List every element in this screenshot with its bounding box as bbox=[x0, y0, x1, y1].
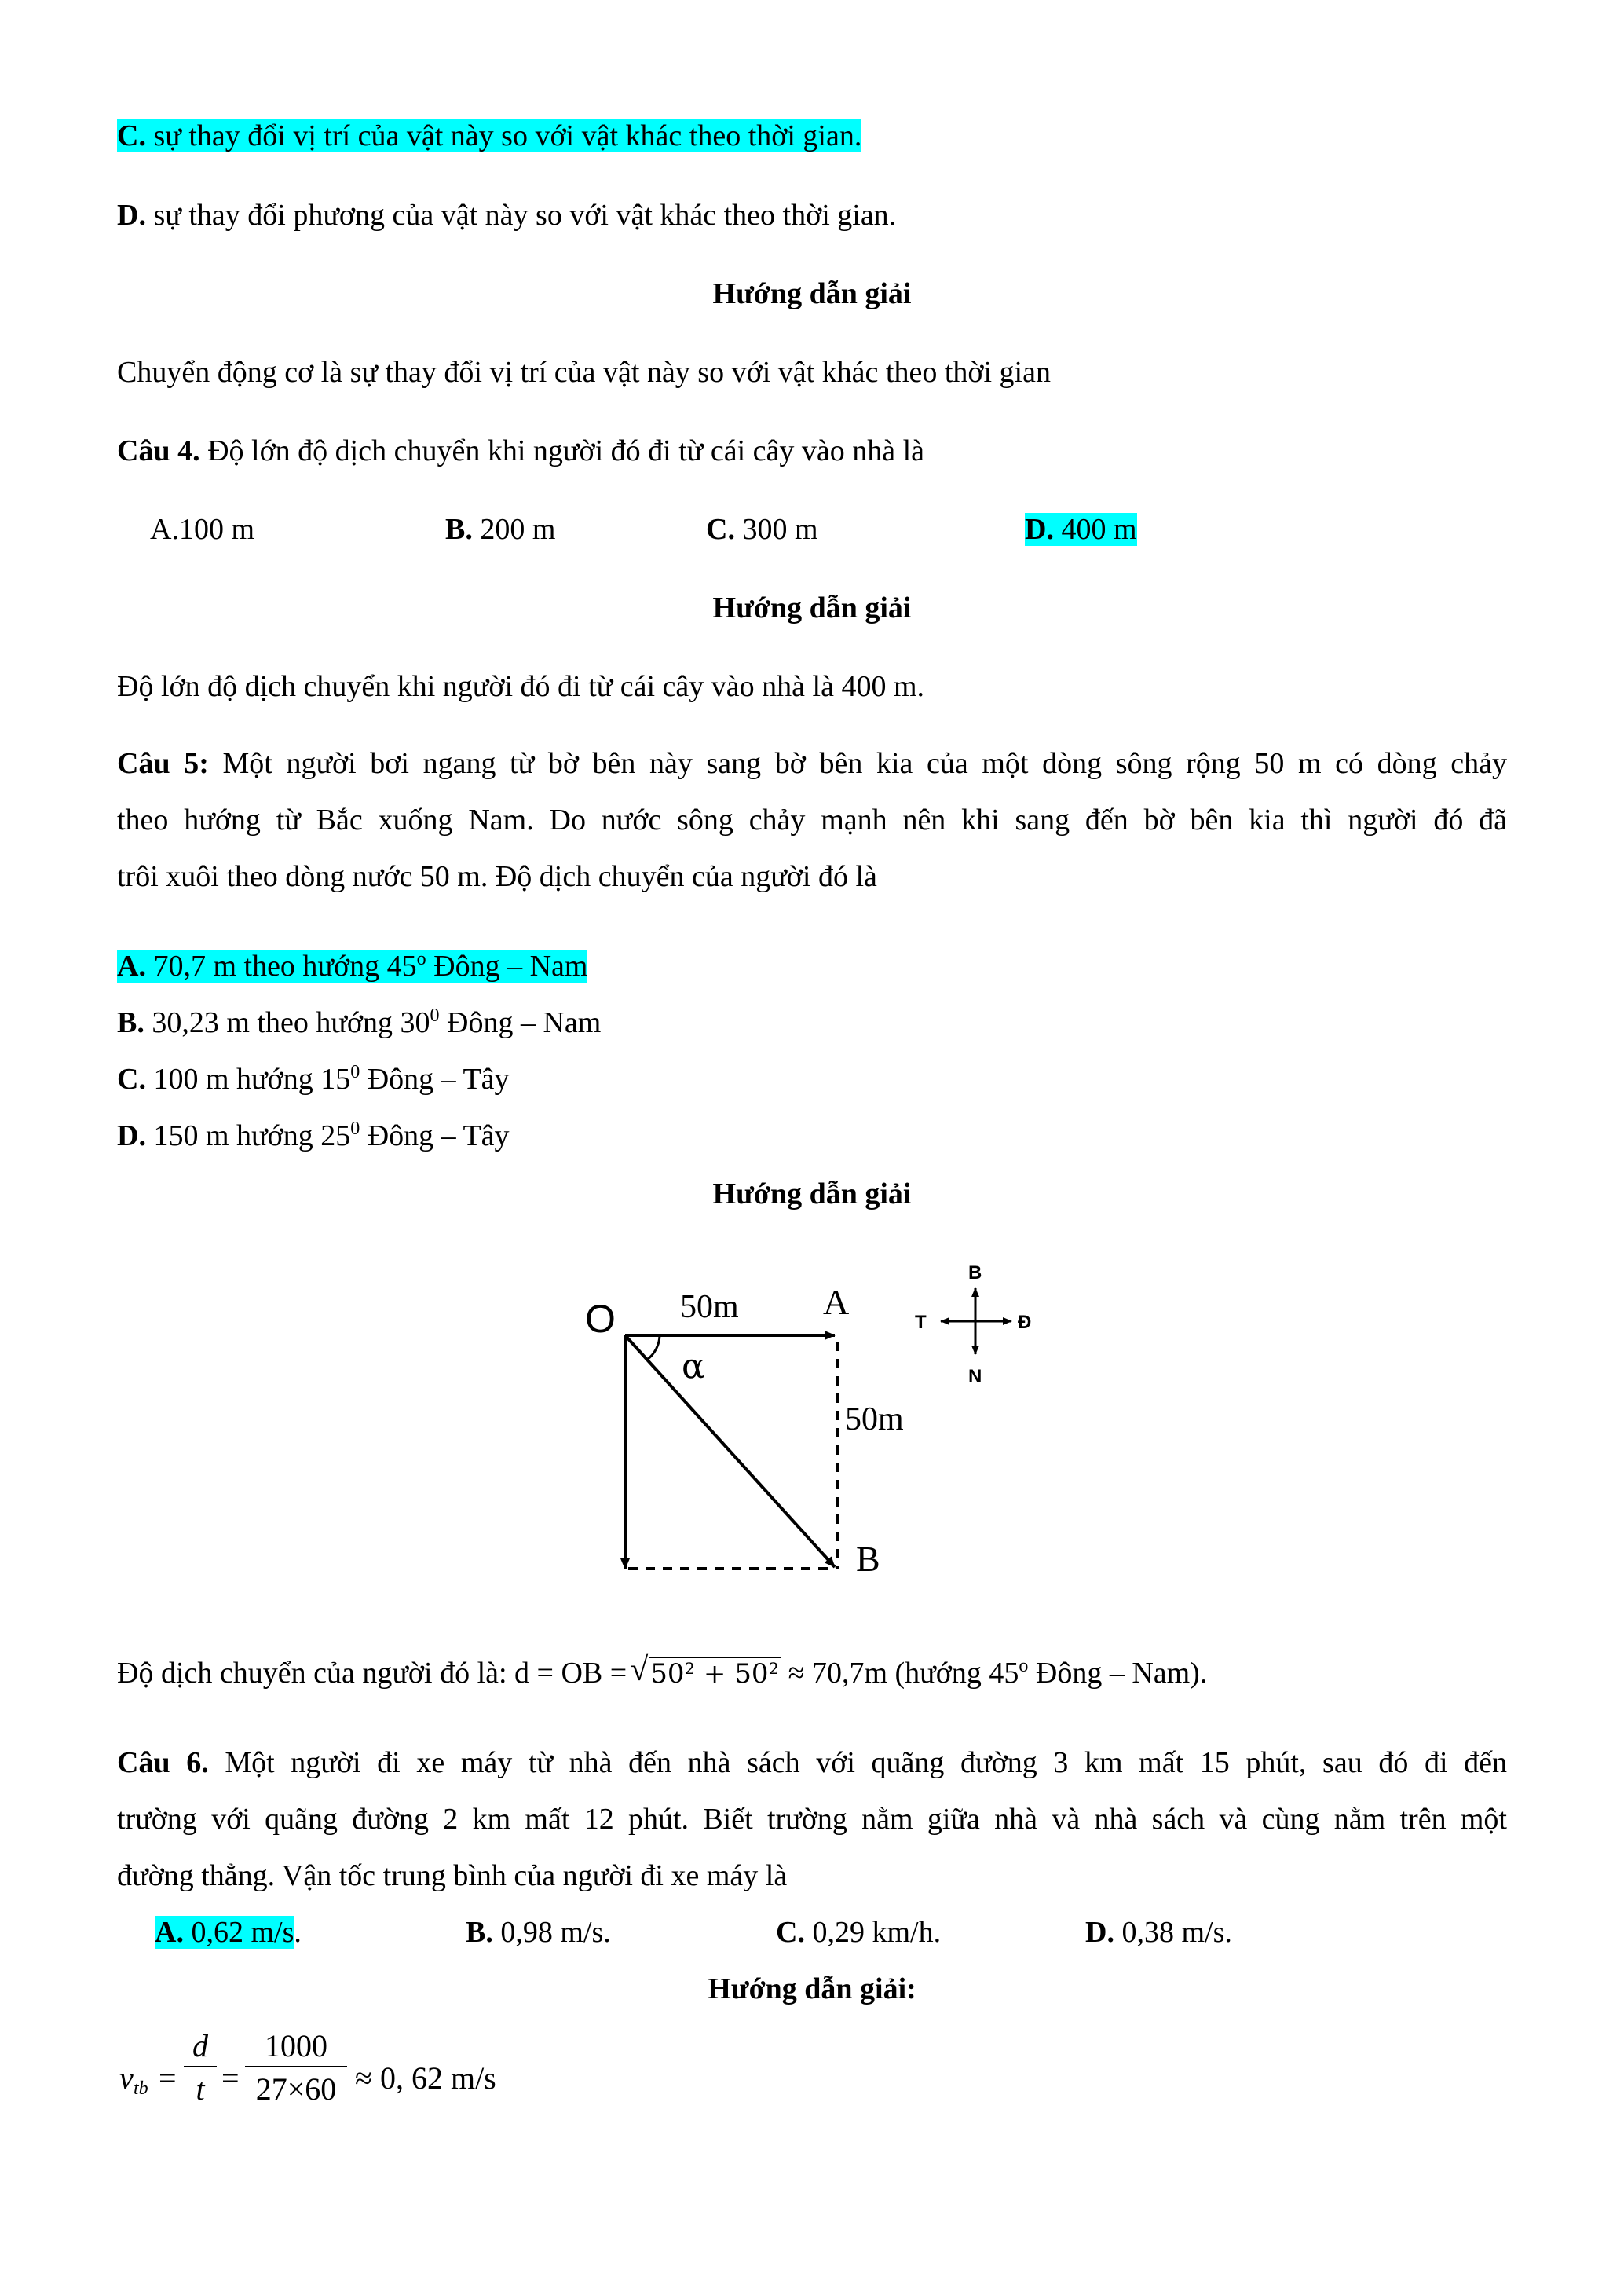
q3-guide-heading: Hướng dẫn giải bbox=[712, 277, 912, 310]
q5-option-b: B. 30,23 m theo hướng $30^0$ Đông – Nam bbox=[117, 1005, 602, 1039]
fraction-denominator-27x60: 27×60 bbox=[255, 2071, 337, 2107]
q6-question-line-2: trường với quãng đường 2 km mất 12 phút. Biết trường nằm giữa nhà và nhà sách và cùng nằm trên một bbox=[117, 1803, 1507, 1836]
average-velocity-formula bbox=[119, 2027, 528, 2129]
fraction-1000-over-27x60 bbox=[245, 2027, 347, 2111]
q6-option-c: C. 0,29 km/h. bbox=[776, 1916, 942, 1949]
angle-arc bbox=[647, 1335, 660, 1360]
q5-question-line-1: Câu 5: Một người bơi ngang từ bờ bên này sang bờ bên kia của một dòng sông rộng 50 m có dòng chảy bbox=[117, 747, 1508, 780]
compass-east-label: Đ bbox=[1018, 1312, 1032, 1333]
q6-question-line-1: Câu 6. Một người đi xe máy từ nhà đến nhà sách với quãng đường 3 km mất 15 phút, sau đó đi đến bbox=[117, 1746, 1507, 1779]
formula-equals-1: = bbox=[159, 2060, 177, 2096]
formula-result: ≈ 0, 62 m/s bbox=[355, 2060, 496, 2096]
sqrt-expression: √ 50² + 50² bbox=[630, 1652, 780, 1690]
q4-guide-heading: Hướng dẫn giải bbox=[712, 591, 912, 624]
q4-question: Câu 4. Độ lớn độ dịch chuyển khi người đó đi từ cái cây vào nhà là bbox=[117, 434, 925, 467]
fraction-d-over-t bbox=[184, 2027, 217, 2111]
oa-length-label: 50m bbox=[680, 1289, 739, 1325]
point-o-label: O bbox=[585, 1297, 616, 1341]
q3-option-d: D. sự thay đổi phương của vật này so với vật khác theo thời gian. bbox=[117, 199, 897, 232]
q6-option-d: D. 0,38 m/s. bbox=[1085, 1916, 1232, 1949]
q4-option-d-highlight: D. 400 m bbox=[1025, 513, 1137, 546]
fraction-denominator-t: t bbox=[196, 2071, 205, 2107]
q6-option-a: A. 0,62 m/s. bbox=[155, 1916, 302, 1949]
point-a-label: A bbox=[823, 1282, 850, 1322]
q5-option-c: C. 100 m hướng $15^0$ Đông – Tây bbox=[117, 1062, 510, 1096]
q4-option-c: C. 300 m bbox=[706, 513, 818, 546]
q5-guide-heading: Hướng dẫn giải bbox=[712, 1177, 912, 1210]
q6-option-b: B. 0,98 m/s. bbox=[466, 1916, 611, 1949]
q4-option-a: A.100 m bbox=[150, 513, 254, 546]
vector-ob bbox=[625, 1335, 835, 1567]
q6-option-a-highlight: A. 0,62 m/s bbox=[155, 1916, 294, 1949]
compass-west-label: T bbox=[915, 1312, 927, 1333]
fraction-numerator-d: d bbox=[192, 2028, 208, 2063]
q5-result: Độ dịch chuyển của người đó là: d = OB = √ 50² + 50² ≈ 70,7m (hướng 45$^o$ Đông – Nam). bbox=[117, 1653, 1207, 1694]
q5-question-line-3: trôi xuôi theo dòng nước 50 m. Độ dịch chuyển của người đó là bbox=[117, 860, 877, 893]
compass-south-label: N bbox=[968, 1366, 982, 1387]
fraction-numerator-1000: 1000 bbox=[265, 2028, 327, 2063]
compass-north-label: B bbox=[968, 1262, 982, 1283]
q4-option-b: B. 200 m bbox=[445, 513, 556, 546]
q3-answer: Chuyển động cơ là sự thay đổi vị trí của vật này so với vật khác theo thời gian bbox=[117, 356, 1051, 389]
q5-question-line-2: theo hướng từ Bắc xuống Nam. Do nước sông chảy mạnh nên khi sang đến bờ bên kia thì người đó đã bbox=[117, 804, 1507, 837]
q5-option-d: D. 150 m hướng $25^0$ Đông – Tây bbox=[117, 1119, 510, 1152]
formula-v: v bbox=[119, 2060, 134, 2096]
q6-question-line-3: đường thẳng. Vận tốc trung bình của người đi xe máy là bbox=[117, 1859, 788, 1892]
q6-guide-heading: Hướng dẫn giải: bbox=[708, 1972, 916, 2005]
q4-answer: Độ lớn độ dịch chuyển khi người đó đi từ cái cây vào nhà là 400 m. bbox=[117, 670, 925, 703]
formula-equals-2: = bbox=[221, 2060, 240, 2096]
point-b-label: B bbox=[856, 1539, 880, 1579]
ab-length-label: 50m bbox=[845, 1401, 904, 1437]
q5-option-a-highlight: A. 70,7 m theo hướng 45$^o$ Đông – Nam bbox=[117, 949, 588, 983]
sqrt-radical-icon: √ bbox=[630, 1652, 649, 1688]
angle-alpha-label: α bbox=[682, 1346, 705, 1386]
formula-v-subscript: tb bbox=[134, 2078, 148, 2099]
q3-option-c-highlight: C. sự thay đổi vị trí của vật này so với vật khác theo thời gian. bbox=[117, 119, 862, 152]
